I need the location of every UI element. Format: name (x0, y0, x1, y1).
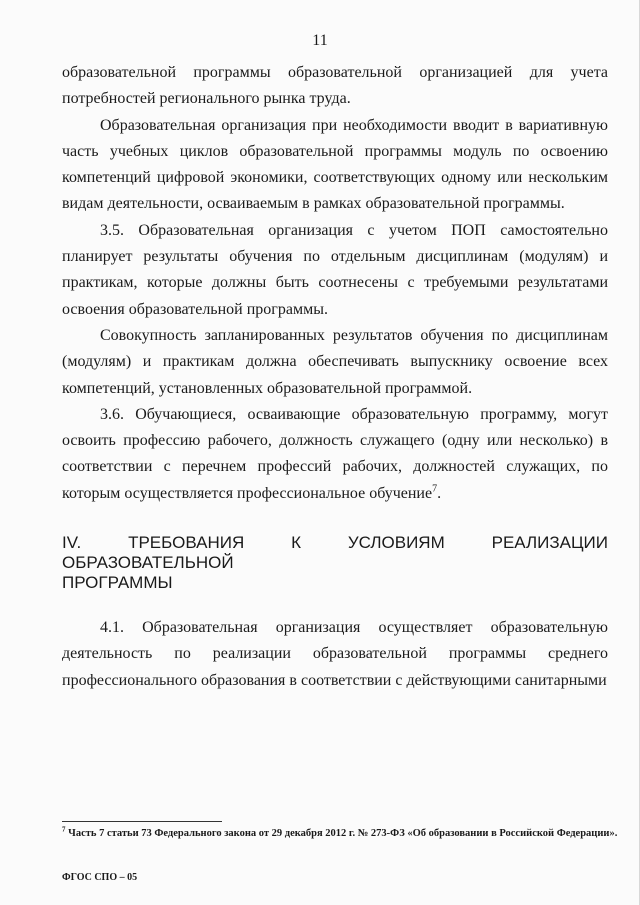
body-text (62, 60, 608, 694)
paragraph-1: образовательной программы образовательной организацией для учета потребностей регионального рынка труда. (62, 64, 608, 108)
paragraph-3: 3.5. Образовательная организация с учетом ПОП самостоятельно планирует результаты обучения по отдельным дисциплинам (модулям) и практикам, которые должны быть соотнесены с требуемыми результатами освоения образовательной программы. (62, 221, 608, 318)
paragraph-2: Образовательная организация при необходимости вводит в вариативную часть учебных циклов образовательной программы модуль по освоению компетенций цифровой экономики, соответствующих одному или нескольким видам деятельности, осваиваемым в рамках образовательной программы. (62, 116, 608, 213)
footnote-reference: 7 (432, 483, 438, 495)
paragraph-6: 4.1. Образовательная организация осуществляет образовательную деятельность по реализации образовательной программы среднего профессионального образования в соответствии с действующими санитарными (62, 619, 608, 689)
paragraph-5-end: . (437, 484, 442, 502)
paragraph-5 (62, 402, 608, 507)
footnote-number: 7 (62, 825, 66, 834)
footer-code: ФГОС СПО – 05 (62, 872, 138, 883)
section-heading (62, 533, 608, 593)
paragraph-4: Совокупность запланированных результатов обучения по дисциплинам (модулям) и практикам должна обеспечивать выпускнику освоение всех компетенций, установленных образовательной программой. (62, 326, 608, 397)
footnote (62, 827, 622, 841)
page-number: 11 (312, 32, 328, 49)
footnote-divider (62, 821, 222, 822)
section-heading-line-1: IV. ТРЕБОВАНИЯ К УСЛОВИЯМ РЕАЛИЗАЦИИ ОБРАЗОВАТЕЛЬНОЙ (62, 533, 608, 573)
section-heading-line-2: ПРОГРАММЫ (62, 573, 173, 593)
footnote-text: Часть 7 статьи 73 Федерального закона от 29 декабря 2012 г. № 273-ФЗ «Об образовании в Российской Федерации». (65, 828, 618, 839)
paragraph-5-text: 3.6. Обучающиеся, осваивающие образовательную программу, могут освоить профессию рабочего, должность служащего (одну или несколько) в соответствии с перечнем профессий рабочих, должностей служащих, по которым осуществляется профессиональное обучение (62, 405, 608, 502)
